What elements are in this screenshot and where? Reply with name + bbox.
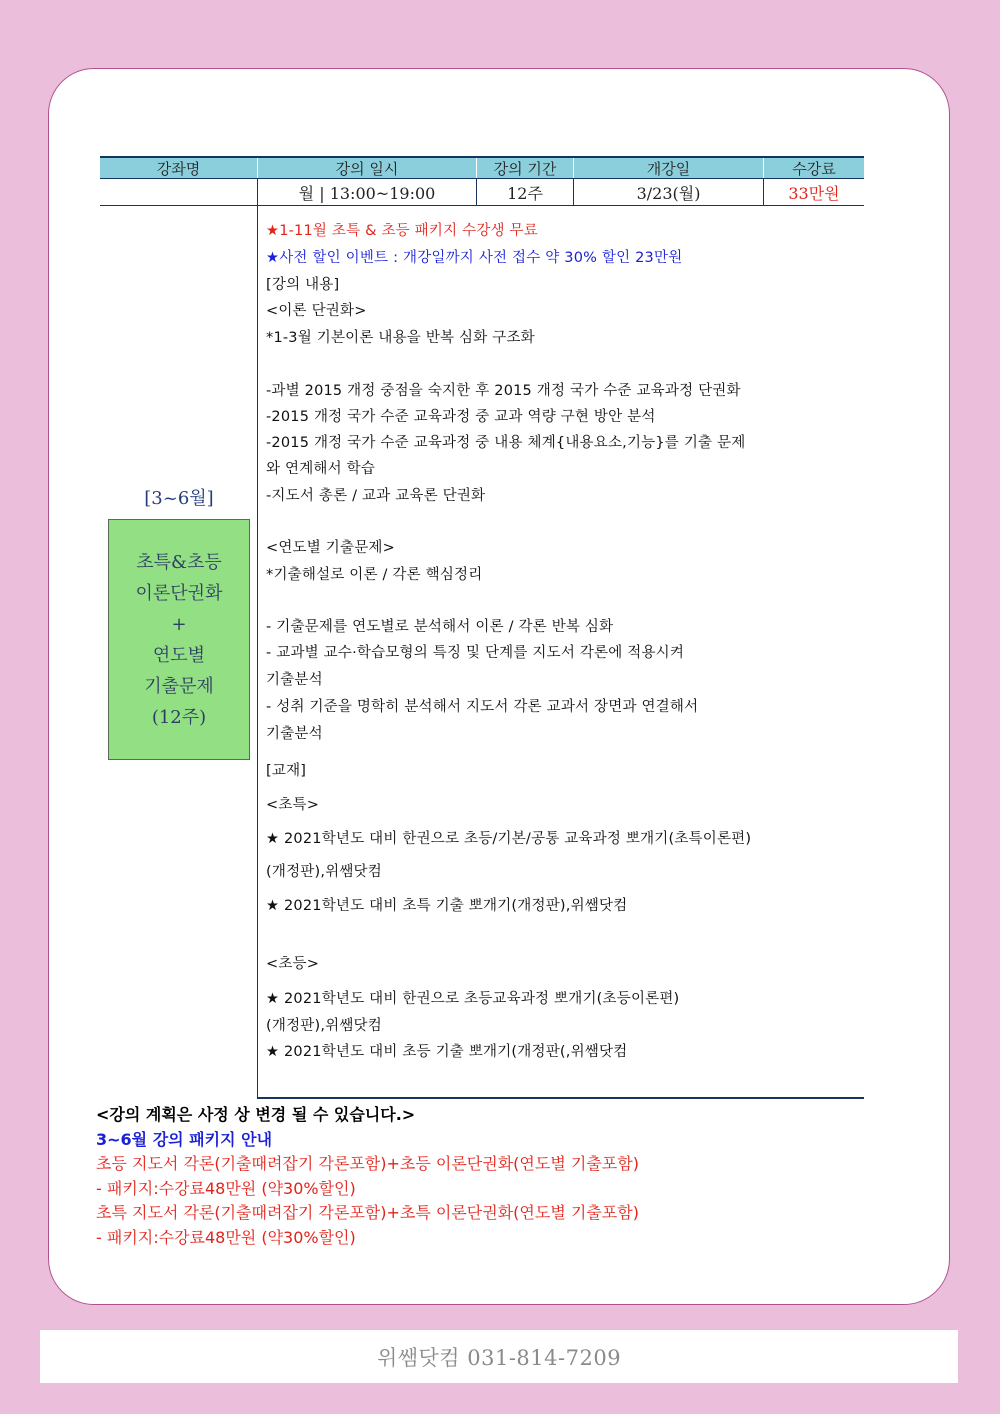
description-line: <초특> bbox=[266, 797, 320, 813]
package-1-price: - 패키지:수강료48만원 (약30%할인) bbox=[96, 1178, 356, 1198]
table-bottom-border bbox=[257, 1097, 864, 1099]
description-line: -지도서 총론 / 교과 교육론 단권화 bbox=[266, 488, 486, 504]
description-line: 와 연계해서 학습 bbox=[266, 461, 376, 477]
course-title-line: 기출문제 bbox=[144, 675, 214, 697]
course-title-line: 초특&초등 bbox=[136, 551, 222, 573]
description-line: - 교과별 교수·학습모형의 특징 및 단계를 지도서 각론에 적용시켜 bbox=[266, 645, 685, 661]
description-line: <이론 단권화> bbox=[266, 303, 367, 319]
footer-contact: 위쌤닷컴 031-814-7209 bbox=[40, 1330, 958, 1383]
description-line: (개정판),위쌤닷컴 bbox=[266, 864, 382, 880]
header-fee: 수강료 bbox=[792, 159, 836, 178]
description-line: ★ 2021학년도 대비 초등 기출 뽀개기(개정판(,위쌤닷컴 bbox=[266, 1044, 628, 1060]
header-start-date: 개강일 bbox=[574, 158, 764, 178]
description-line: -2015 개정 국가 수준 교육과정 중 교과 역량 구현 방안 분석 bbox=[266, 409, 656, 425]
description-line: ★ 2021학년도 대비 한권으로 초등/기본/공통 교육과정 뽀개기(초특이론편) bbox=[266, 831, 752, 847]
description-line: - 기출문제를 연도별로 분석해서 이론 / 각론 반복 심화 bbox=[266, 619, 614, 635]
header-duration: 강의 기간 bbox=[477, 158, 574, 178]
header-schedule: 강의 일시 bbox=[258, 158, 477, 178]
course-title-line: 이론단권화 bbox=[135, 582, 223, 604]
description-line: 기출분석 bbox=[266, 726, 323, 742]
value-schedule: 월 | 13:00~19:00 bbox=[258, 179, 477, 205]
course-title-line: 연도별 bbox=[152, 644, 206, 666]
package-2-price: - 패키지:수강료48만원 (약30%할인) bbox=[96, 1227, 356, 1247]
description-line: [강의 내용] bbox=[266, 277, 340, 293]
description-line: <연도별 기출문제> bbox=[266, 540, 395, 556]
package-title: 3~6월 강의 패키지 안내 bbox=[96, 1129, 273, 1149]
description-line: -과별 2015 개정 중점을 숙지한 후 2015 개정 국가 수준 교육과정 단권화 bbox=[266, 383, 741, 399]
course-title-line: (12주) bbox=[151, 706, 207, 728]
table-header-row bbox=[100, 156, 864, 179]
description-line: <초등> bbox=[266, 956, 320, 972]
package-2: 초특 지도서 각론(기출때려잡기 각론포함)+초특 이론단권화(연도별 기출포함) bbox=[96, 1203, 639, 1222]
course-title-box bbox=[108, 519, 250, 760]
value-start-date: 3/23(월) bbox=[574, 179, 764, 205]
notes-section bbox=[96, 1103, 896, 1250]
description-line: ★ 2021학년도 대비 초특 기출 뽀개기(개정판),위쌤닷컴 bbox=[266, 898, 628, 914]
table-value-row bbox=[100, 179, 864, 206]
description-line: *1-3월 기본이론 내용을 반복 심화 구조화 bbox=[266, 330, 535, 346]
value-duration: 12주 bbox=[477, 179, 574, 205]
value-course-name-blank bbox=[100, 179, 258, 205]
description-line: (개정판),위쌤닷컴 bbox=[266, 1018, 382, 1034]
description-line: ★사전 할인 이벤트 : 개강일까지 사전 접수 약 30% 할인 23만원 bbox=[266, 250, 683, 266]
column-divider bbox=[257, 206, 258, 1097]
description-line: ★ 2021학년도 대비 한권으로 초등교육과정 뽀개기(초등이론편) bbox=[266, 991, 680, 1007]
notice-text: <강의 계획은 사정 상 변경 될 수 있습니다.> bbox=[96, 1105, 416, 1124]
description-line: ★1-11월 초특 & 초등 패키지 수강생 무료 bbox=[266, 223, 538, 239]
header-course-name: 강좌명 bbox=[100, 158, 258, 178]
description-line: - 성취 기준을 명학히 분석해서 지도서 각론 교과서 장면과 연결해서 bbox=[266, 699, 699, 715]
value-fee: 33만원 bbox=[788, 183, 840, 203]
course-title-line: + bbox=[171, 613, 187, 635]
description-line: -2015 개정 국가 수준 교육과정 중 내용 체계{내용요소,기능}를 기출 문제 bbox=[266, 435, 746, 451]
description-line: *기출해설로 이론 / 각론 핵심정리 bbox=[266, 567, 483, 583]
description-line: [교재] bbox=[266, 763, 307, 779]
description-line: 기출분석 bbox=[266, 672, 323, 688]
course-period: [3~6월] bbox=[144, 488, 214, 509]
package-1: 초등 지도서 각론(기출때려잡기 각론포함)+초등 이론단권화(연도별 기출포함) bbox=[96, 1154, 639, 1173]
